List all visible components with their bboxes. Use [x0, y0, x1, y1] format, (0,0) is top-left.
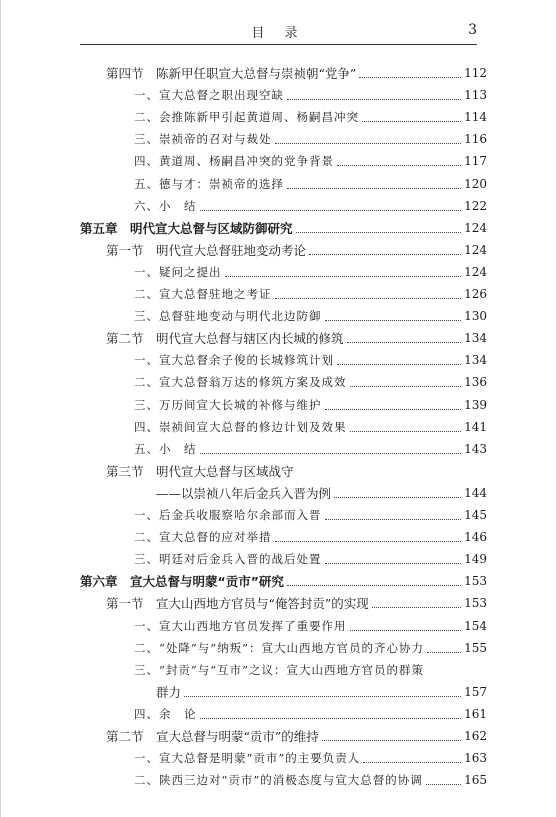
toc-entry-label: 五、小 结 [134, 441, 197, 456]
toc-entry-page: 144 [464, 485, 487, 500]
toc-entry[interactable] [134, 659, 487, 681]
toc-entry-label: 四、黄道周、杨嗣昌冲突的党争背景 [134, 154, 334, 169]
toc-entry-page: 120 [464, 176, 487, 191]
toc-leader-dots [372, 606, 461, 608]
toc-leader-dots [287, 187, 461, 189]
toc-entry-label: 第六章 宣大总督与明蒙“贡市”研究 [80, 574, 284, 590]
toc-entry-page: 114 [464, 110, 487, 125]
toc-entry[interactable] [156, 681, 487, 703]
toc-leader-dots [427, 651, 461, 653]
toc-entry-page: 130 [464, 309, 487, 324]
toc-leader-dots [275, 540, 462, 542]
toc-entry-label: 三、“封贡”与“互市”之议：宣大山西地方官员的群策 [134, 662, 425, 677]
toc-entry-page: 116 [464, 132, 487, 147]
toc-leader-dots [350, 629, 462, 631]
toc-entry[interactable] [134, 349, 487, 371]
toc-leader-dots [309, 253, 461, 255]
toc-leader-dots [350, 385, 462, 387]
toc-entry[interactable] [134, 416, 487, 438]
toc-entry-page: 122 [464, 198, 487, 213]
toc-entry[interactable] [134, 305, 487, 327]
toc-entry[interactable] [134, 128, 487, 150]
toc-leader-dots [359, 76, 461, 78]
toc-entry-page: 113 [464, 88, 487, 103]
toc-entry-label: 第一节 明代宣大总督驻地变动考论 [106, 242, 307, 258]
toc-entry[interactable] [134, 769, 487, 791]
toc-entry[interactable] [134, 261, 487, 283]
toc-entry-label: 二、会推陈新甲引起黄道周、杨嗣昌冲突 [134, 110, 359, 125]
toc-entry-page: 153 [464, 574, 487, 589]
toc-entry[interactable] [134, 438, 487, 460]
toc-leader-dots [334, 496, 461, 498]
toc-entry-page: 163 [464, 751, 487, 766]
toc-entry-label: 一、宣大山西地方官员发挥了重要作用 [134, 618, 347, 633]
toc-leader-dots [325, 408, 462, 410]
toc-entry-label: 群力 [156, 684, 182, 700]
toc-entry-label: 一、宣大总督之职出现空缺 [134, 88, 284, 103]
toc-entry[interactable] [106, 62, 487, 84]
toc-entry[interactable] [134, 173, 487, 195]
toc-entry-page: 117 [464, 154, 487, 169]
toc-entry-label: 二、“处降”与“纳叛”：宣大山西地方官员的齐心协力 [134, 640, 425, 655]
toc-entry-page: 124 [464, 264, 487, 279]
toc-leader-dots [200, 452, 462, 454]
toc-leader-dots [325, 319, 462, 321]
toc-entry-label: 三、万历间宣大长城的补修与维护 [134, 397, 322, 412]
toc-entry-page: 124 [464, 242, 487, 257]
toc-entry-label: 四、崇祯间宣大总督的修边计划及效果 [134, 419, 347, 434]
toc-leader-dots [426, 783, 461, 785]
toc-entry[interactable] [106, 460, 487, 482]
toc-entry-label: 第二节 宣大总督与明蒙“贡市”的维持 [106, 729, 319, 744]
toc-entry[interactable] [134, 84, 487, 106]
toc-entry-page: 134 [464, 331, 487, 346]
toc-entry-page: 149 [464, 552, 487, 567]
toc-entry-label: 一、疑问之提出 [134, 264, 222, 279]
toc-leader-dots [322, 739, 461, 741]
toc-entry-label: 第四节 陈新甲任职宣大总督与崇祯朝“党争” [106, 66, 357, 81]
toc-entry-label: 五、德与才：崇祯帝的选择 [134, 176, 284, 191]
toc-leader-dots [275, 142, 462, 144]
toc-entry[interactable] [134, 615, 487, 637]
toc-leader-dots [325, 562, 462, 564]
toc-entry[interactable] [80, 570, 487, 592]
toc-entry-page: 136 [464, 375, 487, 390]
toc-entry-label: 四、余 论 [134, 706, 197, 721]
toc-entry[interactable] [134, 548, 487, 570]
toc-entry-page: 157 [464, 684, 487, 699]
toc-leader-dots [184, 695, 461, 697]
toc-entry-label: 三、总督驻地变动与明代北边防御 [134, 309, 322, 324]
toc-leader-dots [337, 164, 461, 166]
toc-entry-page: 134 [464, 353, 487, 368]
toc-leader-dots [325, 518, 462, 520]
toc-entry-page: 139 [464, 397, 487, 412]
toc-entry[interactable] [106, 725, 487, 747]
toc-entry[interactable] [134, 526, 487, 548]
toc-entry-label: 一、宣大总督余子俊的长城修筑计划 [134, 353, 334, 368]
toc-entry[interactable] [106, 239, 487, 261]
header-rule [80, 44, 477, 45]
toc-entry-label: 三、明廷对后金兵入晋的战后处置 [134, 552, 322, 567]
toc-entry[interactable] [134, 703, 487, 725]
toc-entry-label: 第二节 明代宣大总督与辖区内长城的修筑 [106, 331, 344, 347]
toc-entry-page: 153 [464, 596, 487, 611]
toc-entry-label: ——以崇祯八年后金兵入晋为例 [156, 485, 332, 501]
toc-entry-page: 141 [464, 419, 487, 434]
toc-entry-page: 112 [464, 66, 487, 80]
toc-leader-dots [225, 275, 462, 277]
toc-entry-page: 162 [464, 729, 487, 743]
toc-entry[interactable] [156, 482, 487, 504]
page-title: 目 录 [251, 26, 306, 41]
toc-leader-dots [363, 761, 461, 763]
page-header [80, 20, 477, 44]
toc-leader-dots [362, 120, 461, 122]
toc-entry-page: 161 [464, 706, 487, 721]
toc-leader-dots [287, 584, 461, 586]
toc-entry-page: 124 [464, 220, 487, 235]
toc-leader-dots [296, 231, 462, 233]
toc-leader-dots [287, 98, 461, 100]
toc-entry[interactable] [134, 150, 487, 172]
toc-leader-dots [337, 363, 461, 365]
toc-entry[interactable] [134, 106, 487, 128]
toc-entry-page: 143 [464, 441, 487, 456]
toc-entry-label: 二、宣大总督翁万达的修筑方案及成效 [134, 375, 347, 390]
toc-entry[interactable] [106, 592, 487, 614]
toc-entry[interactable] [134, 371, 487, 393]
toc-entry[interactable] [134, 195, 487, 217]
toc-entry-label: 第一节 宣大山西地方官员与“俺答封贡”的实现 [106, 596, 369, 612]
toc-leader-dots [275, 297, 462, 299]
toc-entry[interactable] [134, 504, 487, 526]
toc-leader-dots [347, 341, 462, 343]
toc-entry[interactable] [134, 747, 487, 769]
toc-entry[interactable] [134, 283, 487, 305]
toc-entry-page: 145 [464, 508, 487, 522]
toc-entry-page: 146 [464, 530, 487, 545]
toc-entry-label: 第三节 明代宣大总督与区域战守 [106, 463, 294, 479]
page-number: 3 [468, 22, 477, 38]
toc-entry[interactable] [134, 394, 487, 416]
toc-entry-label: 二、陕西三边对“贡市”的消极态度与宣大总督的协调 [134, 773, 423, 788]
toc-entry-label: 六、小 结 [134, 198, 197, 213]
toc-leader-dots [200, 209, 462, 211]
toc-entry-label: 二、宣大总督驻地之考证 [134, 287, 272, 301]
toc-entry-page: 126 [464, 287, 487, 301]
toc-entry-page: 154 [464, 618, 487, 633]
toc-leader-dots [200, 717, 462, 719]
toc-entry[interactable] [106, 327, 487, 349]
toc-entry-label: 二、宣大总督的应对举措 [134, 530, 272, 545]
toc-entry-label: 第五章 明代宣大总督与区域防御研究 [80, 220, 293, 236]
toc-entry-label: 三、崇祯帝的召对与裁处 [134, 132, 272, 147]
toc-entry[interactable] [134, 637, 487, 659]
toc-entry-label: 一、宣大总督是明蒙“贡市”的主要负责人 [134, 751, 361, 766]
toc-entry-page: 165 [464, 773, 487, 788]
toc-entry[interactable] [80, 217, 487, 239]
toc-entry-page: 155 [464, 640, 487, 655]
toc-entry-label: 一、后金兵收服察哈尔余部而入晋 [134, 508, 322, 522]
toc-leader-dots [350, 430, 462, 432]
